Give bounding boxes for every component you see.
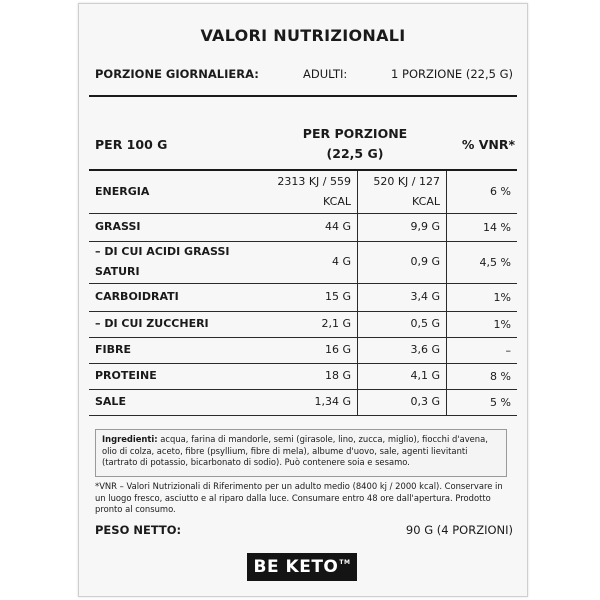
- vnr-value: 14 %: [447, 213, 518, 241]
- vnr-value: 1%: [447, 311, 518, 337]
- row-name: SALE: [89, 389, 261, 415]
- row-name: ENERGIA: [89, 171, 261, 213]
- page-title: VALORI NUTRIZIONALI: [200, 26, 406, 45]
- brand-logo: [247, 553, 357, 581]
- per-portion-value: 3,6 G: [358, 337, 447, 363]
- row-name: CARBOIDRATI: [89, 283, 261, 311]
- vnr-value: 1%: [447, 283, 518, 311]
- vnr-value: 6 %: [447, 171, 518, 213]
- table-row: [89, 337, 517, 363]
- per-100-value: 44 G: [261, 213, 358, 241]
- row-name-line2: SATURI: [95, 265, 140, 278]
- ingredients-text: acqua, farina di mandorle, semi (girasole, lino, zucca, miglio), fiocchi d'avena, olio di colza, aceto, fibre (psyllium, fibre di mela), albume d'uovo, sale, agenti lievitanti (tartrato di potassio, bicarbonato di sodio). Può contenere soia e sesamo.: [102, 434, 488, 467]
- daily-portion-audience: ADULTI:: [303, 67, 348, 81]
- row-name: FIBRE: [89, 337, 261, 363]
- vnr-value: 5 %: [447, 389, 518, 415]
- per-100-value: 4 G: [261, 241, 358, 283]
- row-name: [89, 241, 261, 283]
- row-name: GRASSI: [89, 213, 261, 241]
- per-100-value: 15 G: [261, 283, 358, 311]
- per-100-value-line2: KCAL: [323, 194, 351, 208]
- table-row: [89, 311, 517, 337]
- per-100-value: 2,1 G: [261, 311, 358, 337]
- header-per-portion: [295, 124, 415, 164]
- per-portion-value: 4,1 G: [358, 363, 447, 389]
- trademark-mark: TM: [339, 559, 351, 566]
- net-weight-value: 90 G (4 PORZIONI): [405, 523, 513, 537]
- nutrition-table: [89, 171, 517, 416]
- row-name: – DI CUI ZUCCHERI: [89, 311, 261, 337]
- table-row: [89, 363, 517, 389]
- row-name-line1: – DI CUI ACIDI GRASSI: [95, 245, 230, 258]
- per-portion-value-line2: KCAL: [412, 194, 440, 208]
- ingredients-box: [95, 429, 507, 477]
- header-vnr: % VNR*: [461, 137, 515, 152]
- per-100-value: 18 G: [261, 363, 358, 389]
- vnr-footnote: *VNR – Valori Nutrizionali di Riferimento per un adulto medio (8400 kj / 2000 kcal). Conservare in un luogo fresco, asciutto e al riparo dalla luce. Consumare entro 48 ore dall'apertura. Prodotto pronto al consumo.: [95, 481, 503, 514]
- per-portion-value: 0,5 G: [358, 311, 447, 337]
- per-100-value: [261, 171, 358, 213]
- net-weight-label: PESO NETTO:: [95, 523, 182, 537]
- table-row: [89, 213, 517, 241]
- row-name: PROTEINE: [89, 363, 261, 389]
- header-per-portion-line1: PER PORZIONE: [302, 126, 408, 141]
- vnr-value: –: [447, 337, 518, 363]
- per-100-value: 1,34 G: [261, 389, 358, 415]
- per-portion-value: 3,4 G: [358, 283, 447, 311]
- per-portion-value: [358, 171, 447, 213]
- per-portion-value: 0,9 G: [358, 241, 447, 283]
- vnr-value: 4,5 %: [447, 241, 518, 283]
- vnr-value: 8 %: [447, 363, 518, 389]
- daily-portion-quantity: 1 PORZIONE (22,5 G): [391, 67, 513, 81]
- table-row: [89, 241, 517, 283]
- ingredients-label: Ingredienti:: [102, 434, 158, 444]
- per-portion-value: 9,9 G: [358, 213, 447, 241]
- per-portion-value: 0,3 G: [358, 389, 447, 415]
- table-row: [89, 283, 517, 311]
- table-row: [89, 389, 517, 415]
- header-per-100: PER 100 G: [95, 137, 168, 152]
- daily-portion-label: PORZIONE GIORNALIERA:: [95, 67, 259, 81]
- divider: [89, 95, 517, 97]
- per-portion-value-line1: 520 KJ / 127: [373, 174, 440, 188]
- per-100-value: 16 G: [261, 337, 358, 363]
- brand-name: BE KETO: [253, 557, 339, 577]
- table-row: [89, 171, 517, 213]
- header-per-portion-line2: (22,5 G): [326, 146, 384, 161]
- per-100-value-line1: 2313 KJ / 559: [277, 174, 351, 188]
- nutrition-label-card: [78, 3, 528, 597]
